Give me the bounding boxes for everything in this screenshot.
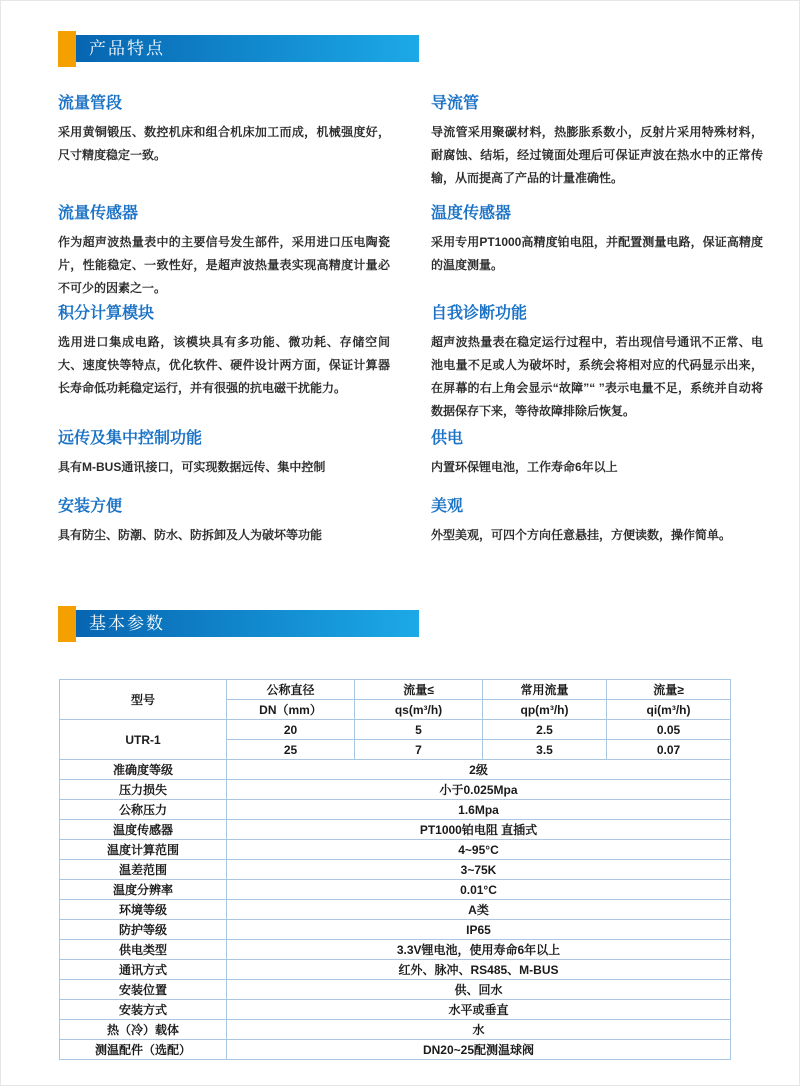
spec-row (60, 900, 731, 920)
feature-appearance-section (431, 497, 763, 547)
feature-title: 远传及集中控制功能 (58, 430, 203, 447)
feature-title: 积分计算模块 (58, 305, 155, 322)
feature-title: 流量传感器 (58, 205, 139, 222)
feature-title: 温度传感器 (431, 205, 512, 222)
spec-value: 红外、脉冲、RS485、M-BUS (227, 960, 731, 980)
banner-accent-square (58, 606, 76, 642)
feature-remote-control-section (58, 429, 390, 479)
header-flow-max: 流量≤ (355, 680, 483, 700)
spec-label: 热（冷）载体 (60, 1020, 227, 1040)
spec-label: 安装位置 (60, 980, 227, 1000)
feature-flow-tube-section (58, 94, 390, 167)
spec-label: 通讯方式 (60, 960, 227, 980)
spec-row (60, 820, 731, 840)
spec-row (60, 840, 731, 860)
banner-basic-params-title: 基本参数 (76, 610, 419, 637)
spec-value: DN20~25配测温球阀 (227, 1040, 731, 1060)
spec-label: 环境等级 (60, 900, 227, 920)
spec-label: 温差范围 (60, 860, 227, 880)
spec-row (60, 860, 731, 880)
spec-label: 温度计算范围 (60, 840, 227, 860)
feature-body: 采用黄铜锻压、数控机床和组合机床加工而成，机械强度好，尺寸精度稳定一致。 (58, 125, 390, 162)
spec-value: 1.6Mpa (227, 800, 731, 820)
spec-row (60, 980, 731, 1000)
spec-label: 准确度等级 (60, 760, 227, 780)
feature-power-supply-section (431, 429, 763, 479)
header-model: 型号 (60, 680, 227, 720)
feature-body: 超声波热量表在稳定运行过程中，若出现信号通讯不正常、电池电量不足或人为破坏时，系统会将相对应的代码显示出来，在屏幕的右上角会显示“故障”“ ”表示电量不足，系统并自动将数据保存下来，等待故障排除后恢复。 (431, 335, 763, 418)
header-nominal-diameter: 公称直径 (227, 680, 355, 700)
spec-label: 安装方式 (60, 1000, 227, 1020)
spec-row (60, 880, 731, 900)
subheader-qs: qs(m³/h) (355, 700, 483, 720)
feature-body: 选用进口集成电路，该模块具有多功能、微功耗、存储空间大、速度快等特点，优化软件、硬件设计两方面，保证计算器长寿命低功耗稳定运行，并有很强的抗电磁干扰能力。 (58, 335, 390, 395)
spec-value: PT1000铂电阻 直插式 (227, 820, 731, 840)
qi-cell: 0.05 (607, 720, 731, 740)
spec-value: 4~95°C (227, 840, 731, 860)
feature-easy-install-section (58, 497, 390, 547)
header-flow-min: 流量≥ (607, 680, 731, 700)
feature-self-diagnosis-section (431, 304, 763, 423)
feature-title: 安装方便 (58, 498, 123, 515)
subheader-dn: DN（mm） (227, 700, 355, 720)
spec-value: IP65 (227, 920, 731, 940)
dn-cell: 25 (227, 740, 355, 760)
qs-cell: 5 (355, 720, 483, 740)
subheader-qp: qp(m³/h) (483, 700, 607, 720)
feature-guide-tube-section (431, 94, 763, 190)
spec-row (60, 780, 731, 800)
spec-row (60, 920, 731, 940)
spec-row (60, 960, 731, 980)
feature-body: 外型美观，可四个方向任意悬挂，方便读数，操作简单。 (431, 528, 732, 542)
feature-body: 具有M-BUS通讯接口，可实现数据远传、集中控制 (58, 460, 326, 474)
model-name-cell: UTR-1 (60, 720, 227, 760)
feature-body: 具有防尘、防潮、防水、防拆卸及人为破坏等功能 (58, 528, 323, 542)
subheader-qi: qi(m³/h) (607, 700, 731, 720)
feature-body: 内置环保锂电池，工作寿命6年以上 (431, 460, 618, 474)
spec-row (60, 800, 731, 820)
qp-cell: 3.5 (483, 740, 607, 760)
spec-label: 温度传感器 (60, 820, 227, 840)
feature-title: 供电 (431, 430, 464, 447)
spec-label: 供电类型 (60, 940, 227, 960)
banner-basic-params (58, 606, 419, 642)
model-data-row (60, 720, 731, 740)
spec-label: 公称压力 (60, 800, 227, 820)
qs-cell: 7 (355, 740, 483, 760)
feature-title: 流量管段 (58, 95, 123, 112)
qp-cell: 2.5 (483, 720, 607, 740)
spec-value: 3.3V锂电池，使用寿命6年以上 (227, 940, 731, 960)
spec-row (60, 1000, 731, 1020)
banner-accent-square (58, 31, 76, 67)
feature-temp-sensor-section (431, 204, 763, 277)
spec-value: 水 (227, 1020, 731, 1040)
spec-row (60, 1040, 731, 1060)
feature-body: 采用专用PT1000高精度铂电阻，并配置测量电路，保证高精度的温度测量。 (431, 235, 763, 272)
feature-title: 美观 (431, 498, 464, 515)
banner-product-features-title: 产品特点 (76, 35, 419, 62)
dn-cell: 20 (227, 720, 355, 740)
qi-cell: 0.07 (607, 740, 731, 760)
spec-row (60, 1020, 731, 1040)
feature-body: 导流管采用聚碳材料，热膨胀系数小，反射片采用特殊材料，耐腐蚀、结垢，经过镜面处理后可保证声波在热水中的正常传输，从而提高了产品的计量准确性。 (431, 125, 763, 185)
spec-label: 防护等级 (60, 920, 227, 940)
spec-label: 压力损失 (60, 780, 227, 800)
feature-flow-sensor-section (58, 204, 390, 300)
feature-body: 作为超声波热量表中的主要信号发生部件，采用进口压电陶瓷片，性能稳定、一致性好，是超声波热量表实现高精度计量必不可少的因素之一。 (58, 235, 390, 295)
spec-value: 0.01°C (227, 880, 731, 900)
spec-value: 小于0.025Mpa (227, 780, 731, 800)
banner-product-features (58, 31, 419, 67)
spec-value: 供、回水 (227, 980, 731, 1000)
spec-row (60, 940, 731, 960)
table-header-row-1 (60, 680, 731, 700)
spec-value: 3~75K (227, 860, 731, 880)
spec-value: 2级 (227, 760, 731, 780)
spec-label: 测温配件（选配） (60, 1040, 227, 1060)
feature-title: 导流管 (431, 95, 480, 112)
basic-parameters-table (59, 679, 731, 1060)
spec-value: 水平或垂直 (227, 1000, 731, 1020)
header-flow-common: 常用流量 (483, 680, 607, 700)
feature-title: 自我诊断功能 (431, 305, 528, 322)
spec-row (60, 760, 731, 780)
spec-label: 温度分辨率 (60, 880, 227, 900)
spec-value: A类 (227, 900, 731, 920)
feature-integral-module-section (58, 304, 390, 400)
